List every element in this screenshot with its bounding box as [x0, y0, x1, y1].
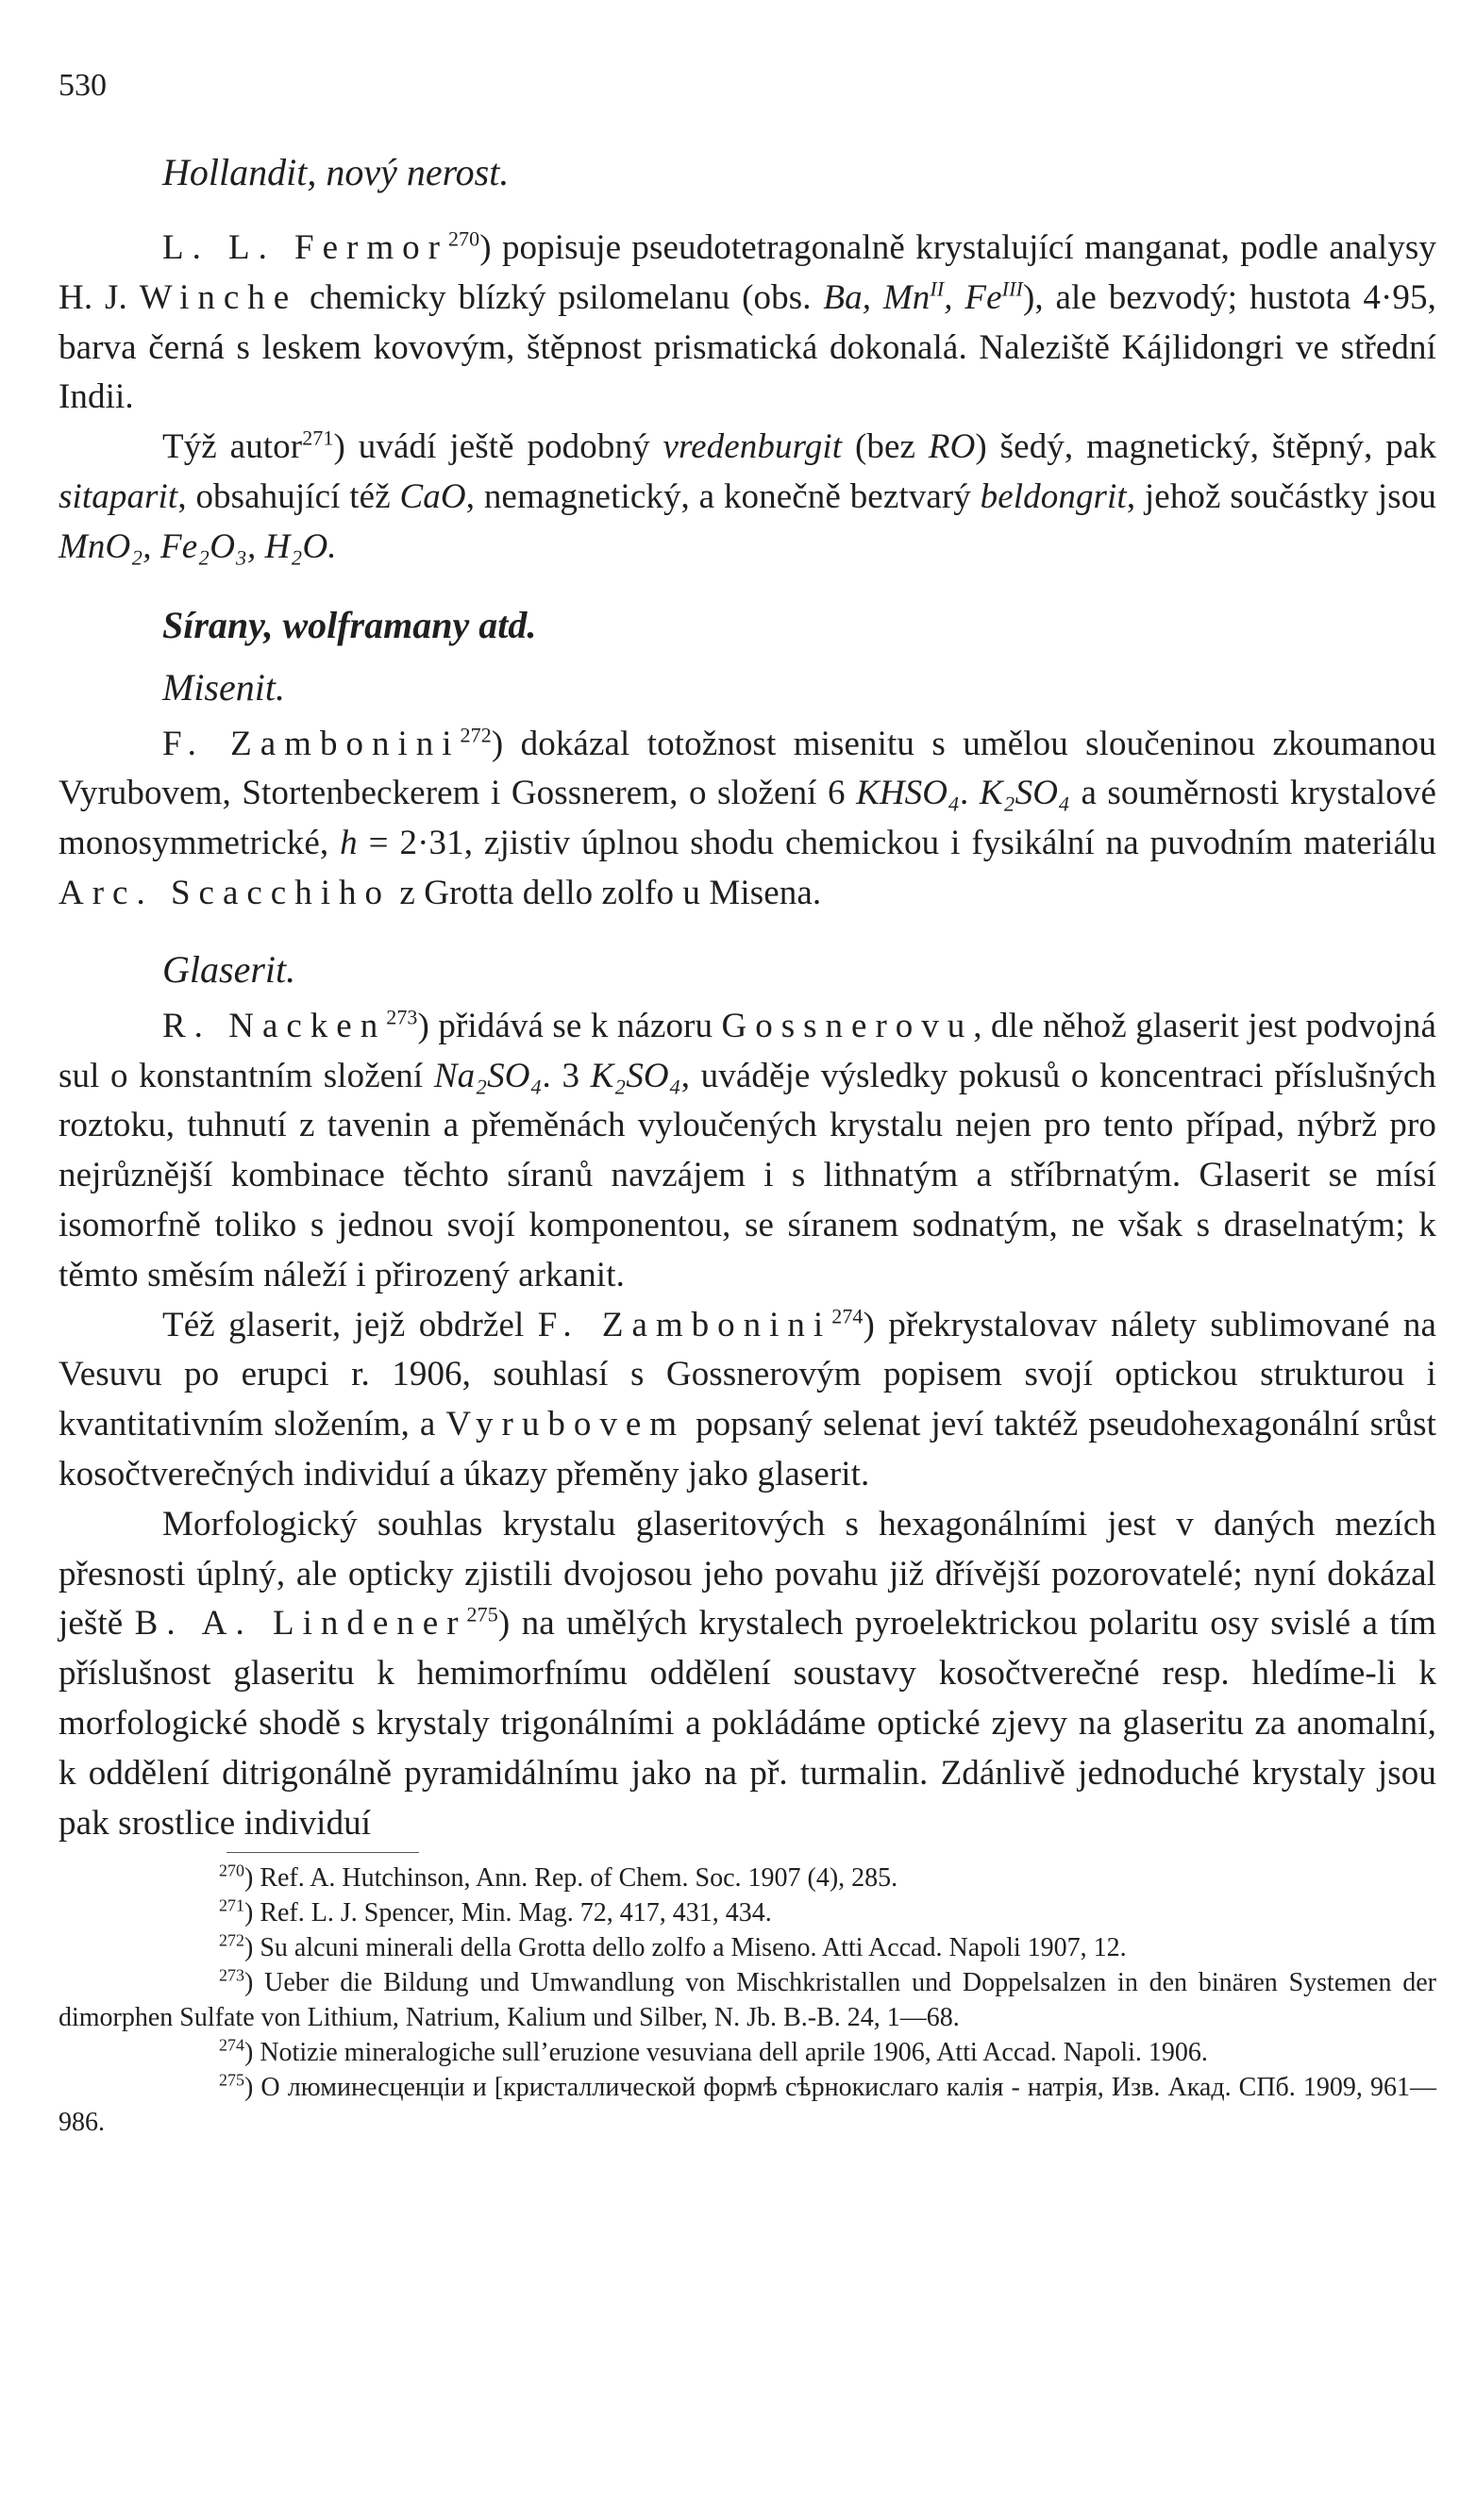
subheading-misenit: Misenit. — [162, 665, 285, 709]
text-segment: , jehož součástky jsou — [1126, 476, 1436, 516]
superscript: III — [1001, 276, 1023, 301]
footnote — [59, 1861, 1436, 1895]
text-segment: ) popisuje pseudotetragonalně krystalující manganat, podle analysy H. J. — [59, 228, 1436, 317]
section-heading-hollandit: Hollandit, nový nerost. — [162, 151, 510, 193]
footnote-mark: 272 — [219, 1930, 244, 1950]
text-segment: Též glaserit, jejž obdržel — [162, 1305, 538, 1344]
footnote-text: ) Ref. L. J. Spencer, Min. Mag. 72, 417, 431, 434. — [244, 1898, 772, 1928]
author-zambonini: F. Zambonini — [162, 724, 461, 763]
formula: h — [340, 824, 358, 863]
footnote-divider — [226, 1852, 419, 1853]
paragraph-fermor — [59, 224, 1436, 423]
formula: KHSO₄ — [856, 774, 961, 813]
footnote-ref: 275 — [466, 1603, 498, 1627]
footnotes — [59, 1861, 1436, 2140]
formula: RO — [928, 427, 976, 467]
footnote-ref: 274 — [831, 1304, 864, 1328]
footnote — [59, 2035, 1436, 2070]
text-segment: . — [960, 774, 980, 813]
text-segment: = 2·31, zjistiv úplnou shodu chemickou i fysikální na puvodním materiálu — [357, 824, 1436, 863]
paragraph-misenit — [59, 720, 1436, 919]
text-segment: . 3 — [542, 1056, 591, 1095]
page-body — [59, 146, 1436, 2140]
text-segment: popsaný selenat jeví taktéž pseudohexagonální srůst kosočtverečných individuí a úkazy přeměny jako glaserit. — [59, 1405, 1436, 1494]
formula: K₂SO₄ — [590, 1056, 681, 1095]
formula: Ba, Mn — [823, 277, 931, 317]
text-segment: a souměrnosti krystalové monosymmetrické, — [59, 774, 1436, 863]
text-segment: (bez — [842, 427, 929, 467]
footnote — [59, 1965, 1436, 2035]
text-segment: , obsahující též — [177, 476, 400, 516]
formula: MnO₂, Fe₂O₃, H₂O. — [59, 526, 337, 566]
footnote-mark: 273 — [219, 1965, 244, 1985]
author-gossner: Gossnerovu — [721, 1006, 974, 1045]
paragraph-morfologicky — [59, 1500, 1436, 1849]
paragraph-vredenburgit — [59, 423, 1436, 572]
paragraph-nacken — [59, 1002, 1436, 1301]
page-number: 530 — [59, 68, 107, 103]
author-scacchi: Arc. Scacchiho — [59, 873, 392, 912]
section-heading-sirany: Sírany, wolframany atd. — [162, 603, 537, 646]
text-segment: ), ale bezvodý; hustota 4·95, barva černá s leskem kovovým, štěpnost prismatická dokonalá. Naleziště Kájlidongri ve střední Indii. — [59, 277, 1436, 417]
text-segment: z Grotta dello zolfo u Misena. — [391, 873, 822, 912]
text-segment: ) přidává se k názoru — [417, 1006, 722, 1045]
text-segment: ) dokázal totožnost misenitu s umělou sloučeninou zkoumanou Vyrubovem, Stortenbeckerem i Gossnerem, o složení 6 — [59, 724, 1436, 813]
author-fermor: L. L. Fermor — [162, 228, 448, 267]
text-segment: ) šedý, magnetický, štěpný, pak — [975, 427, 1437, 467]
mineral-name: beldongrit — [980, 476, 1127, 516]
footnote-text: ) Ueber die Bildung und Umwandlung von Mischkristallen und Doppelsalzen in den binären Systemen der dimorphen Sulfate von Lithium, Natrium, Kalium und Silber, N. Jb. B.-B. 24, 1—68. — [59, 1968, 1436, 2033]
author-zambonini: F. Zambonini — [537, 1305, 832, 1344]
mineral-name: sitaparit — [59, 476, 178, 516]
author-vyrubov: Vyrubovem — [445, 1405, 686, 1444]
footnote-mark: 274 — [219, 2035, 244, 2055]
subheading-glaserit: Glaserit. — [162, 947, 296, 991]
text-segment: , nemagnetický, a konečně beztvarý — [465, 476, 981, 516]
formula: Na₂SO₄ — [433, 1056, 543, 1095]
footnote — [59, 2070, 1436, 2140]
footnote-mark: 271 — [219, 1895, 244, 1915]
footnote-text: ) О люминесценціи и [кристаллической формѣ сѣрнокислаго калія - натрія, Изв. Акад. СПб. 1909, 961—986. — [59, 2073, 1436, 2138]
footnote-ref: 271 — [302, 426, 334, 450]
text-segment: , uváděje výsledky pokusů o koncentraci příslušných roztoku, tuhnutí z tavenin a přeměnách vyloučených krystalu nejen pro tento případ, nýbrž pro nejrůznější kombinace těchto síranů navzájem i s lithnatým a stříbrnatým. Glaserit se mísí isomorfně toliko s jednou svojí komponentou, se síranem sodnatým, ne však s draselnatým; k těmto směsím náleží i přirozený arkanit. — [59, 1056, 1436, 1294]
author-lindener: B. A. Lindener — [134, 1604, 467, 1644]
text-segment: Týž autor — [162, 427, 303, 467]
author-nacken: R. Nacken — [162, 1006, 387, 1045]
footnote-ref: 273 — [386, 1005, 418, 1029]
text-segment: Morfologický souhlas krystalu glaseritových s hexagonálními jest v daných mezích přesnosti úplný, ale opticky zjistili dvojosou jeho povahu již dřívější pozorovatelé; nyní dokázal ještě — [59, 1504, 1436, 1644]
footnote-ref: 270 — [447, 226, 480, 251]
superscript: II — [930, 276, 945, 301]
formula: , Fe — [944, 277, 1002, 317]
footnote-mark: 270 — [219, 1861, 244, 1880]
footnote-ref: 272 — [460, 723, 492, 747]
footnote-text: ) Su alcuni minerali della Grotta dello zolfo a Miseno. Atti Accad. Napoli 1907, 12. — [244, 1933, 1127, 1963]
mineral-name: vredenburgit — [663, 427, 843, 467]
footnote-text: ) Notizie mineralogiche sull’eruzione vesuviana dell aprile 1906, Atti Accad. Napoli. 1906. — [244, 2038, 1208, 2068]
text-segment: ) na umělých krystalech pyroelektrickou polaritu osy svislé a tím příslušnost glaseritu k hemimorfnímu oddělení soustavy kosočtverečné resp. hledíme-li k morfologické shodě s krystaly trigonálními a pokládáme optické zjevy na glaseritu za anomalní, k oddělení ditrigonálně pyramidálnímu jako na př. turmalin. Zdánlivě jednoduché krystaly jsou pak srostlice individuí — [59, 1604, 1437, 1843]
footnote — [59, 1930, 1436, 1965]
footnote-text: ) Ref. A. Hutchinson, Ann. Rep. of Chem. Soc. 1907 (4), 285. — [244, 1863, 898, 1894]
footnote — [59, 1895, 1436, 1930]
formula: CaO — [399, 476, 466, 516]
text-segment: ) uvádí ještě podobný — [333, 427, 663, 467]
formula: K₂SO₄ — [979, 774, 1070, 813]
text-segment: ) překrystalovav nálety sublimované na Vesuvu po erupci r. 1906, souhlasí s Gossnerovým popisem svojí optickou strukturou i kvantitativním složením, a — [59, 1305, 1436, 1444]
author-winch: Winche — [139, 277, 298, 317]
text-segment: chemicky blízký psilomelanu (obs. — [297, 277, 824, 317]
text-segment: , dle něhož glaserit jest podvojná sul o konstantním složení — [59, 1006, 1437, 1095]
paragraph-zambonini-glaserit — [59, 1301, 1436, 1500]
footnote-mark: 275 — [219, 2070, 244, 2090]
